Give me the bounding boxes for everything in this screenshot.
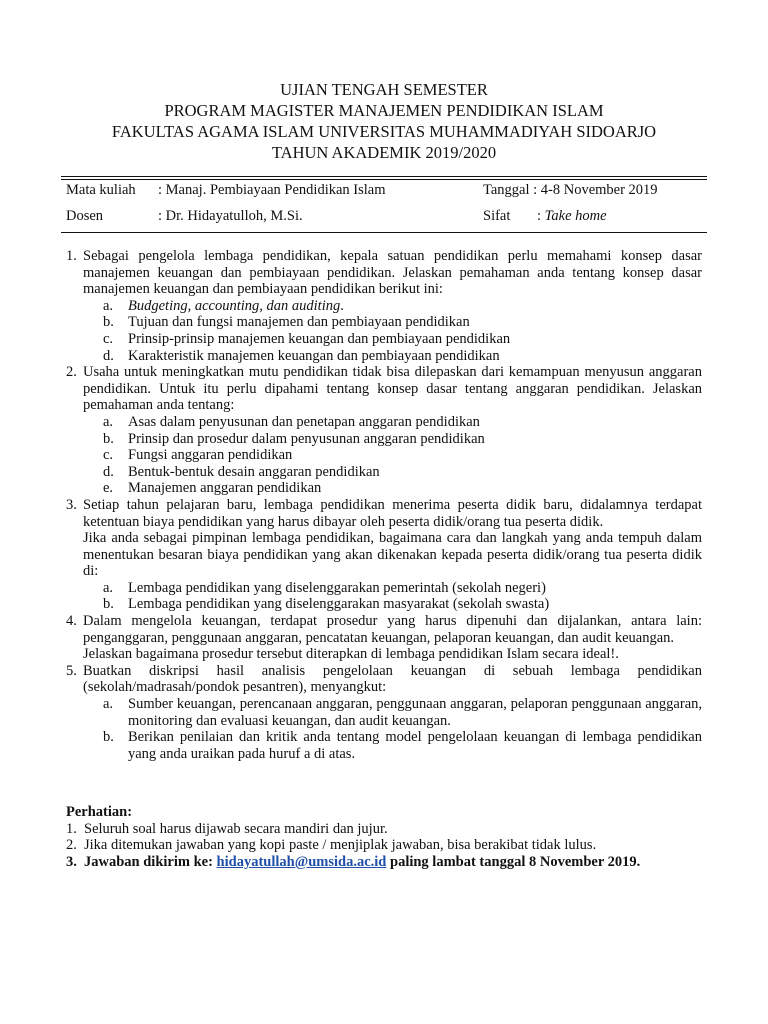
sub-item <box>83 480 702 497</box>
sub-item <box>83 414 702 431</box>
perhatian-title: Perhatian: <box>66 804 133 820</box>
question-1 <box>66 248 702 364</box>
sub-item <box>83 729 702 762</box>
sub-text: Manajemen anggaran pendidikan <box>128 480 322 497</box>
sub-letter: d. <box>103 347 114 364</box>
sub-item <box>83 464 702 481</box>
question-text: Setiap tahun pelajaran baru, lembaga pendidikan menerima peserta didik baru, didalamnya terdapat ketentuan biaya pendidikan yang harus dibayar oleh peserta didik/orang tua peserta didik. <box>83 496 702 530</box>
tanggal-block <box>483 182 658 199</box>
sub-letter: b. <box>103 314 114 331</box>
sub-text: Budgeting, accounting, dan auditing <box>128 297 341 314</box>
perhatian-item <box>66 854 706 871</box>
sub-item <box>83 580 702 597</box>
question-number: 2. <box>66 364 77 381</box>
sub-item <box>83 314 702 331</box>
question-text-continued: Jelaskan bagaimana prosedur tersebut diterapkan di lembaga pendidikan Islam secara ideal!. <box>83 646 619 663</box>
perhatian-item <box>66 821 706 838</box>
question-number: 4. <box>66 613 77 630</box>
sub-letter: a. <box>103 696 114 713</box>
sub-text: Bentuk-bentuk desain anggaran pendidikan <box>128 463 380 480</box>
item-number: 1. <box>66 820 77 837</box>
sifat-block <box>537 208 607 225</box>
question-2 <box>66 364 702 497</box>
question-3 <box>66 497 702 613</box>
mata-kuliah-label: Mata kuliah <box>66 182 136 198</box>
sub-item <box>83 696 702 729</box>
header-line-4: TAHUN AKADEMIK 2019/2020 <box>271 143 497 162</box>
email-link[interactable]: hidayatullah@umsida.ac.id <box>216 853 387 870</box>
sifat-label: Sifat <box>483 208 511 224</box>
sub-item <box>83 331 702 348</box>
mata-kuliah-value: : Manaj. Pembiayaan Pendidikan Islam <box>158 182 386 198</box>
sub-letter: d. <box>103 463 114 480</box>
sub-item <box>83 431 702 448</box>
question-text-continued: Jika anda sebagai pimpinan lembaga pendidikan, bagaimana cara dan langkah yang anda tempuh dalam menentukan besaran biaya pendidikan yang akan dikenakan kepada peserta didik/orang tua peserta didik di: <box>83 530 702 580</box>
question-text: Usaha untuk meningkatkan mutu pendidikan tidak bisa dilepaskan dari kemampuan menyusun anggaran pendidikan. Untuk itu perlu dipahami tentang konsep dasar tentang anggaran pendidikan. Jelaskan pemahaman anda tentang: <box>83 364 702 414</box>
question-4 <box>66 613 702 663</box>
header-divider-top <box>61 176 707 177</box>
tanggal-label: Tanggal <box>483 182 530 198</box>
question-text: Sebagai pengelola lembaga pendidikan, kepala satuan pendidikan perlu memahami konsep dasar manajemen keuangan dan pembiayaan pendidikan. Jelaskan pemahaman anda tentang konsep dasar manajemen keuangan dan pembiayaan pendidikan berikut ini: <box>83 248 702 298</box>
sub-text: Lembaga pendidikan yang diselenggarakan pemerintah (sekolah negeri) <box>128 579 546 596</box>
item-text: Jawaban dikirim ke: <box>84 853 213 870</box>
sub-text: Prinsip dan prosedur dalam penyusunan anggaran pendidikan <box>128 430 485 447</box>
sub-letter: a. <box>103 579 114 596</box>
dosen-value: : Dr. Hidayatulloh, M.Si. <box>158 208 303 224</box>
sub-text: Tujuan dan fungsi manajemen dan pembiayaan pendidikan <box>128 314 470 331</box>
sub-letter: e. <box>103 480 114 497</box>
header-line-2: PROGRAM MAGISTER MANAJEMEN PENDIDIKAN ISLAM <box>164 101 604 120</box>
sub-letter: b. <box>103 729 114 746</box>
sub-text: Fungsi anggaran pendidikan <box>128 447 293 464</box>
question-text: Buatkan diskripsi hasil analisis pengelolaan keuangan di sebuah lembaga pendidikan (sekolah/madrasah/pondok pesantren), menyangkut: <box>83 662 702 696</box>
question-number: 3. <box>66 496 77 513</box>
perhatian-item <box>66 837 706 854</box>
tanggal-value: : 4-8 November 2019 <box>533 182 658 198</box>
exam-header <box>0 79 768 163</box>
sub-letter: a. <box>103 297 114 314</box>
sub-text: Karakteristik manajemen keuangan dan pembiayaan pendidikan <box>128 347 500 364</box>
sub-text: Berikan penilaian dan kritik anda tentang model pengelolaan keuangan di lembaga pendidikan yang anda uraikan pada huruf a di atas. <box>128 729 702 762</box>
sub-text: Asas dalam penyusunan dan penetapan anggaran pendidikan <box>128 413 480 430</box>
sub-text: Prinsip-prinsip manajemen keuangan dan pembiayaan pendidikan <box>128 330 511 347</box>
sub-letter: a. <box>103 413 114 430</box>
item-text: Seluruh soal harus dijawab secara mandiri dan jujur. <box>84 820 388 837</box>
dosen-label: Dosen <box>66 208 104 224</box>
sifat-value: Take home <box>544 208 607 224</box>
header-divider-bottom <box>61 232 707 233</box>
header-line-1: UJIAN TENGAH SEMESTER <box>280 80 488 99</box>
item-number: 3. <box>66 853 77 870</box>
sub-item <box>83 447 702 464</box>
item-text: Jika ditemukan jawaban yang kopi paste / menjiplak jawaban, bisa berakibat tidak lulus. <box>84 837 597 854</box>
header-divider-top-double <box>61 179 707 180</box>
item-number: 2. <box>66 837 77 854</box>
questions-list <box>66 248 702 762</box>
sub-item: a. Budgeting, accounting, dan auditing. <box>103 297 344 314</box>
sub-item <box>83 596 702 613</box>
sub-letter: b. <box>103 596 114 613</box>
sub-letter: b. <box>103 430 114 447</box>
perhatian-section <box>66 804 706 870</box>
sub-item <box>83 348 702 365</box>
sub-text: Sumber keuangan, perencanaan anggaran, penggunaan anggaran, pelaporan penggunaan anggaran, monitoring dan evaluasi keuangan, dan audit keuangan. <box>128 696 702 729</box>
question-number: 5. <box>66 662 77 679</box>
sub-letter: c. <box>103 447 114 464</box>
question-text: Dalam mengelola keuangan, terdapat prosedur yang harus dipenuhi dan dijalankan, antara lain: penganggaran, penggunaan anggaran, pencatatan keuangan, pelaporan keuangan, dan audit keuangan. <box>83 613 702 646</box>
item-text-deadline: paling lambat tanggal 8 November 2019. <box>390 853 641 870</box>
question-5 <box>66 663 702 763</box>
sub-letter: c. <box>103 330 114 347</box>
question-number: 1. <box>66 248 77 264</box>
header-line-3: FAKULTAS AGAMA ISLAM UNIVERSITAS MUHAMMADIYAH SIDOARJO <box>111 122 657 141</box>
sifat-colon: : <box>537 208 542 224</box>
sub-text: Lembaga pendidikan yang diselenggarakan masyarakat (sekolah swasta) <box>128 596 550 613</box>
